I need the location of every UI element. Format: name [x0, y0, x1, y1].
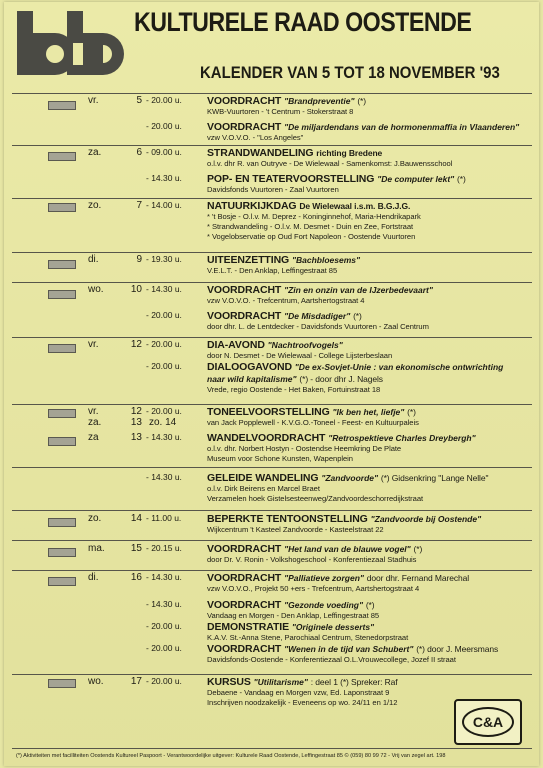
- sponsor-logo: [454, 699, 522, 745]
- event-heading: [207, 121, 529, 133]
- event-heading: [207, 406, 529, 418]
- event-date: 5: [136, 95, 142, 106]
- event-title: NATUURKIJKDAG: [207, 200, 297, 212]
- page-subtitle: KALENDER VAN 5 TOT 18 NOVEMBER '93: [200, 63, 500, 82]
- event-body: [207, 621, 529, 643]
- event-subtitle: "Zin en onzin van de IJzerbedevaart": [284, 285, 433, 295]
- event-subtitle: "De computer lekt": [377, 174, 455, 184]
- event-heading: [207, 513, 529, 525]
- event-time: - 11.00 u.: [146, 513, 182, 523]
- event-heading: [207, 361, 529, 373]
- event-detail: * Vogelobservatie op Oud Fort Napoleon - Oostende Vuurtoren: [207, 232, 416, 241]
- event-note: (*): [413, 544, 423, 554]
- event-body: [207, 254, 529, 276]
- event-heading: [207, 543, 529, 555]
- event-heading: [207, 572, 529, 584]
- checkbox-icon: [48, 260, 76, 269]
- event-subtitle: "De miljardendans van de hormonenmaffia in Vlaanderen": [284, 122, 520, 132]
- event-weekday: di.: [88, 254, 99, 265]
- event-detail: V.E.L.T. - Den Anklap, Leffingestraat 85: [207, 266, 338, 275]
- section-divider: [12, 674, 532, 675]
- event-date: 13: [130, 432, 142, 443]
- event-title: VOORDRACHT: [207, 599, 282, 611]
- event-time: - 20.00 u.: [146, 643, 182, 653]
- checkbox-icon: [48, 344, 76, 353]
- event-body: [207, 310, 529, 332]
- event-detail: o.l.v. dhr. Norbert Hostyn - Oostendse Heemkring De Plate: [207, 444, 402, 453]
- event-weekday: za.: [88, 147, 102, 158]
- event-date: 7: [136, 200, 142, 211]
- event-title: VOORDRACHT: [207, 121, 282, 133]
- event-heading: [207, 339, 529, 351]
- checkbox-icon: [48, 548, 76, 557]
- event-weekday: di.: [88, 572, 99, 583]
- event-title: POP- EN TEATERVOORSTELLING: [207, 173, 375, 185]
- event-title: WANDELVOORDRACHT: [207, 432, 326, 444]
- event-subtitle: "Retrospektieve Charles Dreybergh": [328, 433, 476, 443]
- event-title: DIA-AVOND: [207, 339, 265, 351]
- event-body: [207, 173, 529, 195]
- checkbox-icon: [48, 409, 76, 418]
- event-detail: * Strandwandeling - O.l.v. M. Desmet - Duin en Zee, Fortstraat: [207, 222, 414, 231]
- event-heading: [207, 95, 529, 107]
- event-date: 14: [130, 513, 142, 524]
- event-detail: van Jack Popplewell - K.V.G.O.-Toneel - Feest- en Kultuurpaleis: [207, 418, 419, 427]
- event-body: [207, 572, 529, 594]
- event-subtitle: "Nachtroofvogels": [267, 340, 343, 350]
- sponsor-logo-text: C&A: [462, 707, 514, 737]
- event-title: KURSUS: [207, 676, 251, 688]
- event-weekday: wo.: [88, 676, 104, 687]
- event-body: [207, 643, 529, 665]
- footer-divider: [12, 748, 532, 749]
- event-body: [207, 284, 529, 306]
- event-time: - 14.30 u.: [146, 472, 182, 482]
- event-body: [207, 432, 529, 464]
- event-note: (*): [365, 600, 375, 610]
- event-time: - 14.00 u.: [146, 200, 182, 210]
- event-detail: Wijkcentrum 't Kasteel Zandvoorde - Kasteelstraat 22: [207, 525, 384, 534]
- event-body: [207, 200, 529, 242]
- event-title: GELEIDE WANDELING: [207, 472, 319, 484]
- event-subtitle: "Zandvoorde bij Oostende": [370, 514, 482, 524]
- event-subtitle: "Zandvoorde": [321, 473, 379, 483]
- event-body: [207, 599, 529, 621]
- event-detail: Davidsfonds-Oostende - Konferentiezaal O.L.Vrouwecollege, Jozef II straat: [207, 655, 456, 664]
- event-subtitle: "Gezonde voeding": [284, 600, 363, 610]
- section-divider: [12, 404, 532, 405]
- event-subtitle-2: naar wild kapitalisme": [207, 374, 297, 384]
- checkbox-icon: [48, 577, 76, 586]
- event-detail: K.A.V. St.-Anna Stene, Parochiaal Centrum, Stenedorpstraat: [207, 633, 409, 642]
- event-title: VOORDRACHT: [207, 310, 282, 322]
- event-heading: [207, 254, 529, 266]
- checkbox-icon: [48, 437, 76, 446]
- event-note: : deel 1 (*) Spreker: Raf: [310, 677, 398, 687]
- event-title: VOORDRACHT: [207, 95, 282, 107]
- event-detail: Inschrijven noodzakelijk - Eveneens op wo. 24/11 en 1/12: [207, 698, 398, 707]
- event-detail: * 't Bosje - O.l.v. M. Deprez - Koninginnehof, Maria-Hendrikapark: [207, 212, 421, 221]
- section-divider: [12, 145, 532, 146]
- event-heading: [207, 472, 529, 484]
- event-subtitle: "De ex-Sovjet-Unie : van ekonomische ontwrichting: [294, 362, 504, 372]
- event-heading: [207, 432, 529, 444]
- event-time: - 20.00 u.: [146, 310, 182, 320]
- event-time: - 20.00 u.: [146, 339, 182, 349]
- footer-note: (*) Aktiviteiten met facilliteiten Oostends Kultureel Paspoort - Verantwoordelijke uitgever: Kulturele Raad Oostende, Leffingestraat 85 © (059) 80 99 72 - Vrij van zegel art. 198: [16, 753, 446, 759]
- event-subtitle: "De Misdadiger": [284, 311, 351, 321]
- event-title: STRANDWANDELING: [207, 147, 314, 159]
- page-title: KULTURELE RAAD OOSTENDE: [134, 7, 472, 37]
- event-weekday: za: [88, 432, 99, 443]
- event-body: [207, 406, 529, 428]
- section-divider: [12, 540, 532, 541]
- event-subtitle: "Brandpreventie": [284, 96, 355, 106]
- event-detail: vzw V.O.V.O. - Trefcentrum, Aartshertogstraat 4: [207, 296, 365, 305]
- event-body: [207, 121, 529, 143]
- event-body: [207, 95, 529, 117]
- event-title: UITEENZETTING: [207, 254, 290, 266]
- event-date: 6: [136, 147, 142, 158]
- event-title: VOORDRACHT: [207, 643, 282, 655]
- event-time: - 19.30 u.: [146, 254, 182, 264]
- section-divider: [12, 252, 532, 253]
- event-date: 13: [130, 417, 142, 428]
- event-body: [207, 472, 529, 504]
- event-note: (*): [457, 174, 466, 184]
- event-detail: Verzamelen hoek Gistelsesteenweg/Zandvoordeschorredijkstraat: [207, 494, 424, 503]
- event-subtitle: "Originele desserts": [291, 622, 375, 632]
- event-time: - 20.00 u.: [146, 121, 182, 131]
- checkbox-icon: [48, 152, 76, 161]
- event-title: VOORDRACHT: [207, 572, 282, 584]
- event-subtitle: "Wenen in de tijd van Schubert": [284, 644, 414, 654]
- section-divider: [12, 467, 532, 468]
- event-note: (*) Gidsenkring "Lange Nelle": [380, 473, 489, 483]
- section-divider: [12, 198, 532, 199]
- event-detail: Museum voor Schone Kunsten, Wapenplein: [207, 454, 353, 463]
- event-detail: o.l.v. dhr R. van Outryve - De Wielewaal - Samenkomst: J.Bauwensschool: [207, 159, 453, 168]
- event-detail: KWB-Vuurtoren - 't Centrum - Stokerstraat 8: [207, 107, 354, 116]
- event-body: [207, 147, 529, 169]
- event-detail: Vandaag en Morgen - Den Anklap, Leffingestraat 85: [207, 611, 380, 620]
- event-weekday: ma.: [88, 543, 105, 554]
- event-heading: [207, 200, 529, 212]
- event-detail: door Dr. V. Ronin - Volkshogeschool - Konferentiezaal Stadhuis: [207, 555, 417, 564]
- event-time: - 14.30 u.: [146, 572, 182, 582]
- event-date: 10: [130, 284, 142, 295]
- event-subtitle: "Utilitarisme": [253, 677, 308, 687]
- event-time: - 14.30 u.: [146, 284, 182, 294]
- event-time: - 20.15 u.: [146, 543, 182, 553]
- event-heading: [207, 284, 529, 296]
- section-divider: [12, 337, 532, 338]
- event-body: [207, 543, 529, 565]
- event-heading: [207, 621, 529, 633]
- event-weekday: za.: [88, 417, 102, 428]
- event-title: VOORDRACHT: [207, 284, 282, 296]
- event-date: 16: [130, 572, 142, 583]
- section-divider: [12, 510, 532, 511]
- event-title: DEMONSTRATIE: [207, 621, 290, 633]
- event-detail: door dhr. L. de Lentdecker - Davidsfonds Vuurtoren - Zaal Centrum: [207, 322, 429, 331]
- event-detail: vzw V.O.V.O., Projekt 50 +ers - Trefcentrum, Aartshertogstraat 4: [207, 584, 420, 593]
- event-detail: Vrede, regio Oostende - Het Baken, Fortuinstraat 18: [207, 385, 381, 394]
- event-time: - 20.00 u.: [146, 361, 182, 371]
- event-date: 12: [130, 339, 142, 350]
- section-divider: [12, 282, 532, 283]
- event-title: VOORDRACHT: [207, 543, 282, 555]
- event-time: - 20.00 u.: [146, 95, 182, 105]
- checkbox-icon: [48, 290, 76, 299]
- event-note: (*): [407, 407, 416, 417]
- event-weekday: vr.: [88, 95, 99, 106]
- event-date: 12: [130, 406, 142, 417]
- event-weekday: wo.: [88, 284, 104, 295]
- section-divider: [12, 93, 532, 94]
- event-weekday: vr.: [88, 406, 99, 417]
- kb-logo-icon: [15, 7, 127, 79]
- event-date: 9: [136, 254, 142, 265]
- event-organizer: richting Bredene: [316, 148, 383, 158]
- event-heading: [207, 599, 529, 611]
- event-heading: [207, 173, 529, 185]
- event-detail: o.l.v. Dirk Beirens en Marcel Braet: [207, 484, 320, 493]
- event-time: - 20.00 u.: [146, 406, 182, 416]
- event-subtitle: "Ik ben het, liefje": [332, 407, 405, 417]
- event-heading: [207, 147, 529, 159]
- event-subtitle: "Palliatieve zorgen": [284, 573, 364, 583]
- event-title: TONEELVOORSTELLING: [207, 406, 330, 418]
- checkbox-icon: [48, 203, 76, 212]
- event-title: DIALOOGAVOND: [207, 361, 292, 373]
- event-time: - 14.30 u.: [146, 432, 182, 442]
- event-time: - 20.00 u.: [146, 676, 182, 686]
- event-note: door dhr. Fernand Marechal: [366, 573, 470, 583]
- event-body: [207, 513, 529, 535]
- event-subtitle: "Bachbloesems": [291, 255, 361, 265]
- event-title: BEPERKTE TENTOONSTELLING: [207, 513, 368, 525]
- checkbox-icon: [48, 518, 76, 527]
- event-weekday: zo.: [88, 200, 102, 211]
- event-detail: door N. Desmet - De Wielewaal - College Lijsterbeslaan: [207, 351, 393, 360]
- event-subtitle-continued: [207, 373, 529, 385]
- event-detail: vzw V.O.V.O. - "Los Angeles": [207, 133, 304, 142]
- calendar-poster: [4, 2, 539, 766]
- event-note: (*): [357, 96, 366, 106]
- event-time: - 14.30 u.: [146, 599, 182, 609]
- event-detail: Davidsfonds Vuurtoren - Zaal Vuurtoren: [207, 185, 339, 194]
- checkbox-icon: [48, 679, 76, 688]
- event-detail: Debaene - Vandaag en Morgen vzw, Ed. Laponstraat 9: [207, 688, 390, 697]
- event-note: (*): [353, 311, 362, 321]
- event-time: - 09.00 u.: [146, 147, 182, 157]
- event-date: 17: [130, 676, 142, 687]
- event-note: (*) door J. Meersmans: [416, 644, 499, 654]
- event-weekday: vr.: [88, 339, 99, 350]
- event-heading: [207, 310, 529, 322]
- checkbox-icon: [48, 101, 76, 110]
- event-subtitle: "Het land van de blauwe vogel": [284, 544, 411, 554]
- event-body: [207, 361, 529, 395]
- event-heading: [207, 643, 529, 655]
- event-time: - 20.00 u.: [146, 621, 182, 631]
- event-heading: [207, 676, 529, 688]
- event-time: - 14.30 u.: [146, 173, 182, 183]
- section-divider: [12, 570, 532, 571]
- event-organizer: De Wielewaal i.s.m. B.G.J.G.: [299, 201, 411, 211]
- event-weekday: zo.: [88, 513, 102, 524]
- event-date: 15: [130, 543, 142, 554]
- event-weekday-extra: zo. 14: [149, 417, 177, 428]
- event-body: [207, 339, 529, 361]
- event-note-2: (*) - door dhr J. Nagels: [299, 374, 383, 384]
